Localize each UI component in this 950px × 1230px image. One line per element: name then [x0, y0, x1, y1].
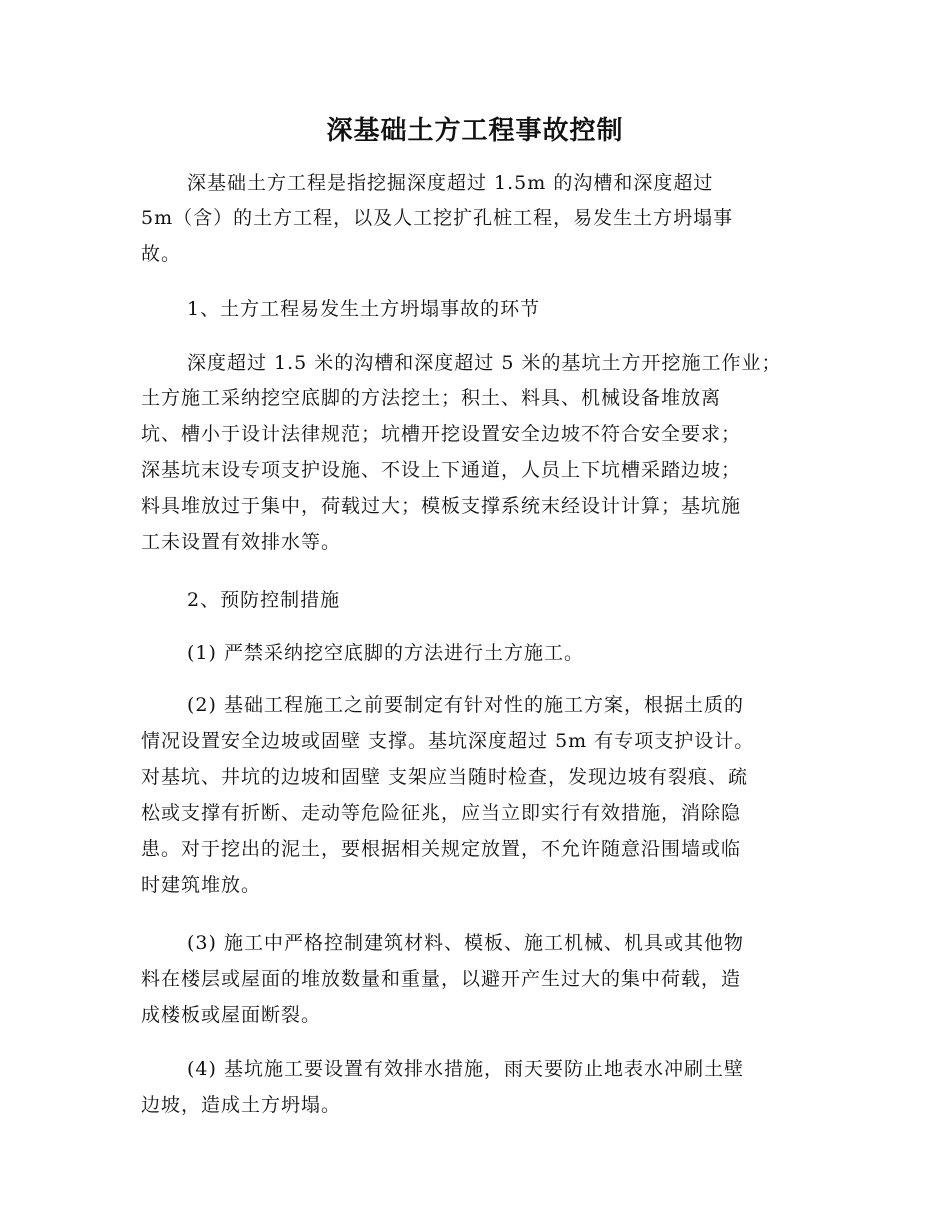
measure-line: 边坡，造成土方坍塌。: [141, 1094, 342, 1116]
section1-line: 土方施工采纳挖空底脚的方法挖土；积土、料具、机械设备堆放离: [141, 387, 722, 409]
measure-line: 松或支撑有折断、走动等危险征兆，应当立即实行有效措施，消除隐: [141, 802, 742, 824]
section1-line: 深度超过 1.5 米的沟槽和深度超过 5 米的基坑土方开挖施工作业；: [187, 352, 782, 374]
measure-line: (3) 施工中严格控制建筑材料、模板、施工机械、机具或其他物: [187, 932, 744, 954]
measure-line: 料在楼层或屋面的堆放数量和重量，以避开产生过大的集中荷载，造: [141, 968, 742, 990]
section-heading: 2、预防控制措施: [187, 589, 341, 611]
section1-line: 深基坑末设专项支护设施、不设上下通道，人员上下坑槽采踏边坡；: [141, 459, 742, 481]
measure-line: (2) 基础工程施工之前要制定有针对性的施工方案，根据土质的: [187, 694, 744, 716]
measure-line: (1) 严禁采纳挖空底脚的方法进行土方施工。: [187, 642, 584, 664]
measure-line: 患。对于挖出的泥土，要根据相关规定放置，不允许随意沿围墙或临: [141, 838, 742, 860]
section1-line: 工未设置有效排水等。: [141, 531, 342, 553]
section1-line: 料具堆放过于集中，荷载过大；模板支撑系统末经设计计算；基坑施: [141, 495, 742, 517]
intro-line: 深基础土方工程是指挖掘深度超过 1.5m 的沟槽和深度超过: [187, 172, 714, 194]
measure-line: 对基坑、井坑的边坡和固壁 支架应当随时检查，发现边坡有裂痕、疏: [141, 766, 749, 788]
section1-line: 坑、槽小于设计法律规范；坑槽开挖设置安全边坡不符合安全要求；: [141, 423, 742, 445]
section-heading: 1、土方工程易发生土方坍塌事故的环节: [187, 298, 541, 320]
measure-line: 时建筑堆放。: [141, 874, 262, 896]
measure-line: (4) 基坑施工要设置有效排水措施，雨天要防止地表水冲刷土壁: [187, 1058, 744, 1080]
intro-line: 5m（含）的土方工程，以及人工挖扩孔桩工程，易发生土方坍塌事: [141, 207, 734, 229]
measure-line: 成楼板或屋面断裂。: [141, 1004, 322, 1026]
measure-line: 情况设置安全边坡或固壁 支撑。基坑深度超过 5m 有专项支护设计。: [141, 730, 755, 752]
document-title: 深基础土方工程事故控制: [326, 116, 624, 146]
intro-line: 故。: [141, 243, 182, 265]
